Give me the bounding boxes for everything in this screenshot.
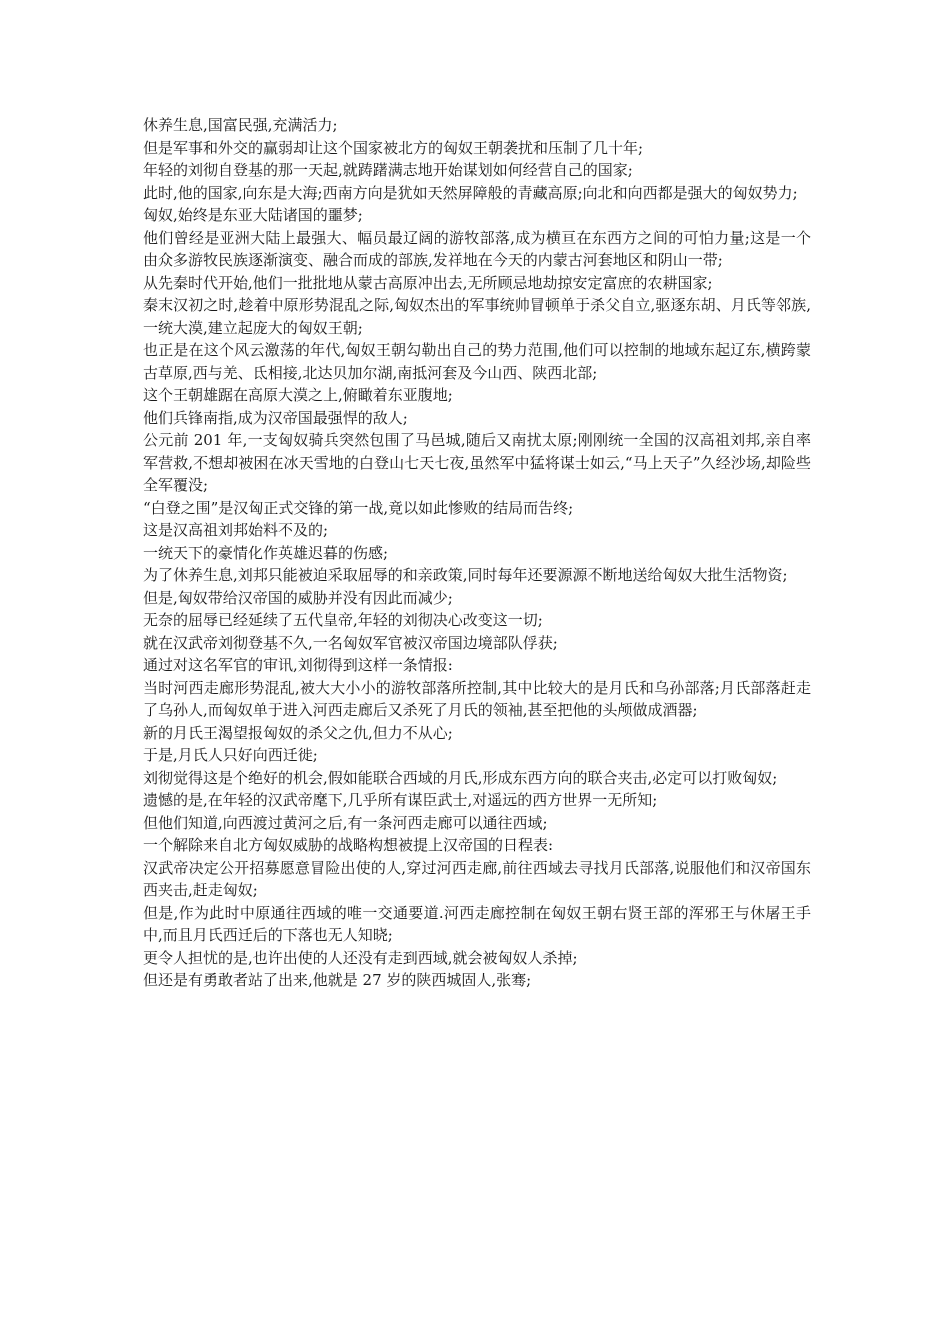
paragraph: 通过对这名军官的审讯,刘彻得到这样一条情报: — [143, 656, 453, 674]
document-page — [143, 114, 811, 992]
paragraph: 新的月氏王渴望报匈奴的杀父之仇,但力不从心; — [143, 723, 453, 742]
paragraph: 就在汉武帝刘彻登基不久,一名匈奴军官被汉帝国边境部队俘获; — [143, 633, 558, 652]
paragraph: 一个解除来自北方匈奴威胁的战略构想被提上汉帝国的日程表: — [143, 836, 554, 854]
paragraph: 年轻的刘彻自登基的那一天起,就踌躇满志地开始谋划如何经营自己的国家; — [143, 161, 633, 179]
paragraph: 这是汉高祖刘邦始料不及的; — [143, 521, 329, 539]
paragraph: 此时,他的国家,向东是大海;西南方向是犹如天然屏障般的青藏高原;向北和向西都是强大的匈奴势力; — [143, 183, 798, 202]
paragraph: 从先秦时代开始,他们一批批地从蒙古高原冲出去,无所顾忌地劫掠安定富庶的农耕国家; — [143, 273, 713, 292]
paragraph: 无奈的屈辱已经延续了五代皇帝,年轻的刘彻决心改变这一切; — [143, 611, 543, 629]
paragraph: 汉武帝决定公开招募愿意冒险出使的人,穿过河西走廊,前往西域去寻找月氏部落,说服他们和汉帝国东西夹击,赶走匈奴; — [143, 858, 811, 899]
paragraph: 当时河西走廊形势混乱,被大大小小的游牧部落所控制,其中比较大的是月氏和乌孙部落;月氏部落赶走了乌孙人,而匈奴单于进入河西走廊后又杀死了月氏的领袖,甚至把他的头颅做成酒器; — [143, 678, 811, 719]
paragraph: 一统天下的豪情化作英雄迟暮的伤感; — [143, 543, 389, 562]
paragraph: 更令人担忧的是,也许出使的人还没有走到西域,就会被匈奴人杀掉; — [143, 948, 578, 967]
paragraph: 秦末汉初之时,趁着中原形势混乱之际,匈奴杰出的军事统帅冒顿单于杀父自立,驱逐东胡、月氏等邻族,一统大漠,建立起庞大的匈奴王朝; — [143, 296, 811, 337]
paragraph: 但是军事和外交的赢弱却让这个国家被北方的匈奴王朝袭扰和压制了几十年; — [143, 138, 644, 157]
paragraph: 公元前 201 年,一支匈奴骑兵突然包围了马邑城,随后又南扰太原;刚刚统一全国的汉高祖刘邦,亲自率军营救,不想却被困在冰天雪地的白登山七天七夜,虽然军中猛将谋士如云,“马上天子”久经沙场,却险些全军覆没; — [143, 431, 811, 494]
paragraph: 他们兵锋南指,成为汉帝国最强悍的敌人; — [143, 408, 408, 427]
paragraph: 也正是在这个风云激荡的年代,匈奴王朝勾勒出自己的势力范围,他们可以控制的地域东起辽东,横跨蒙古草原,西与羌、氐相接,北达贝加尔湖,南抵河套及今山西、陕西北部; — [143, 341, 811, 382]
paragraph: 遗憾的是,在年轻的汉武帝麾下,几乎所有谋臣武士,对遥远的西方世界一无所知; — [143, 791, 658, 809]
paragraph: 但他们知道,向西渡过黄河之后,有一条河西走廊可以通往西域; — [143, 813, 548, 832]
paragraph: 为了休养生息,刘邦只能被迫采取屈辱的和亲政策,同时每年还要源源不断地送给匈奴大批生活物资; — [143, 566, 788, 584]
paragraph: 但是,匈奴带给汉帝国的威胁并没有因此而减少; — [143, 588, 453, 607]
paragraph: 匈奴,始终是东亚大陆诸国的噩梦; — [143, 206, 363, 224]
paragraph: 这个王朝雄踞在高原大漠之上,俯瞰着东亚腹地; — [143, 386, 453, 404]
paragraph: 休养生息,国富民强,充满活力; — [143, 116, 338, 134]
paragraph: 但还是有勇敢者站了出来,他就是 27 岁的陕西城固人,张骞; — [143, 971, 532, 989]
paragraph: 刘彻觉得这是个绝好的机会,假如能联合西域的月氏,形成东西方向的联合夹击,必定可以打败匈奴; — [143, 768, 778, 787]
paragraph: 他们曾经是亚洲大陆上最强大、幅员最辽阔的游牧部落,成为横亘在东西方之间的可怕力量;这是一个由众多游牧民族逐渐演变、融合而成的部族,发祥地在今天的内蒙古河套地区和阴山一带; — [143, 228, 811, 269]
paragraph: 但是,作为此时中原通往西域的唯一交通要道.河西走廊控制在匈奴王朝右贤王部的浑邪王与休屠王手中,而且月氏西迁后的下落也无人知晓; — [143, 903, 811, 944]
paragraph: 于是,月氏人只好向西迁徙; — [143, 746, 318, 764]
paragraph: “白登之围”是汉匈正式交锋的第一战,竟以如此惨败的结局而告终; — [143, 498, 574, 517]
